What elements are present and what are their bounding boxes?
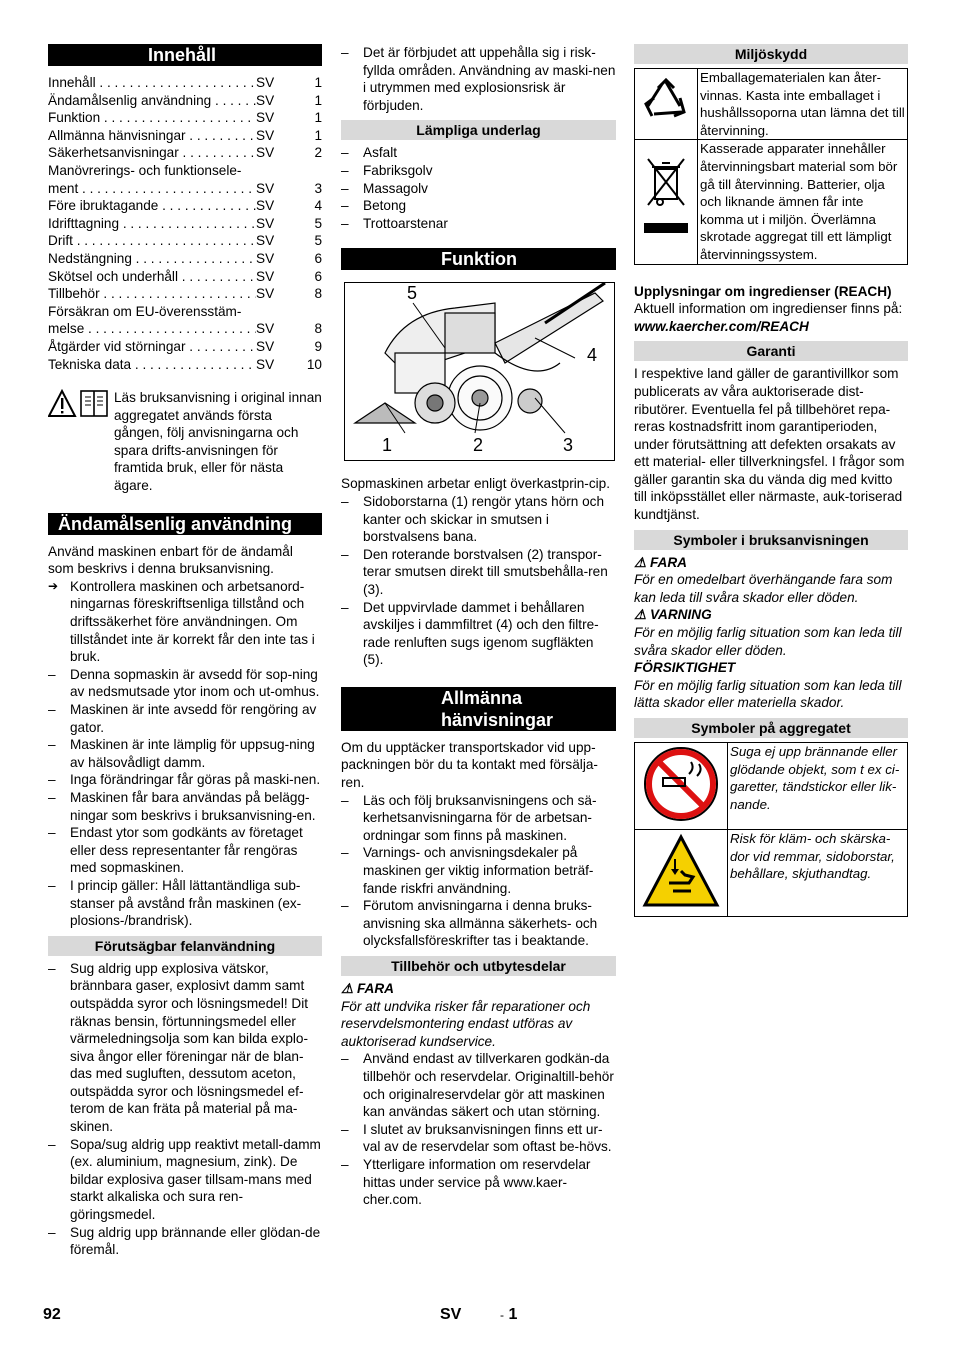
list-item: – Maskinen är inte lämplig för uppsug-ning av hälsovådligt damm. [48,736,322,771]
toc-row[interactable] [48,232,322,250]
toc-page: 1 [314,75,322,90]
list-item: – Massagolv [341,180,616,198]
list-item: – Sopa/sug aldrig upp reaktivt metall-damm (ex. aluminium, magnesium, zink). De bildar explosiva gaser tillsam-mans med starkt alkaliska och sura ren-göringsmedel. [48,1136,322,1224]
toc-row[interactable] [48,109,322,127]
intended-list [48,666,322,930]
accessories-danger-text: För att undvika risker får reparationer och reservdelsmontering endast utföras av auktoriserad kundservice. [341,998,591,1049]
figure-label-3: 3 [563,435,574,456]
toc-page: 8 [314,321,322,337]
list-item: – Fabriksgolv [341,162,616,180]
toc-title: Före ibruktagande . . . [48,197,256,215]
toc-row-line: Manövrerings- och funktionsele- [48,162,242,178]
general-intro: Om du upptäcker transportskador vid upp-packningen bör du ta kontakt med försälja-ren. [341,739,598,791]
intended-use-heading: Ändamålsenlig användning [48,513,322,535]
list-item: – Trottoarstenar [341,215,616,233]
list-item: – Inga förändringar får göras på maski-nen. [48,771,322,789]
list-item: – Läs och följ bruksanvisningens och sä-kerhetsanvisningarna för de arbetsan-ordningar som finns på maskinen. [341,792,616,845]
list-item: – Den roterande borstvalsen (2) transpor-terar smutsen direkt till smutsbehålla-ren (3). [341,546,616,599]
list-item: – Maskinen får bara användas på belägg-ningar som beskrivs i bruksanvisning-en. [48,789,322,824]
toc-title: Tekniska data . . . [48,356,256,374]
toc-heading: Innehåll [48,44,322,66]
symbol-varning-label: ⚠ VARNING [634,607,712,623]
toc-row[interactable] [48,197,322,215]
sweeper-figure [344,282,615,461]
unit-symbol-row-text: Risk för kläm- och skärska-dor vid remmar, sidoborstar, behållare, skjuthandtag. [728,830,908,917]
toc-lang: SV [256,110,275,126]
toc-row[interactable] [48,92,322,110]
toc-lang: SV [256,127,275,143]
toc-page: 6 [314,250,322,266]
unit-symbol-row-text: Suga ej upp brännande eller glödande objekt, som t ex ci-garetter, tändstickor eller lik-nande. [728,743,908,830]
toc-lang: SV [256,215,275,231]
toc-row[interactable] [48,338,322,356]
warranty-heading: Garanti [634,341,908,361]
figure-label-1: 1 [382,435,393,456]
toc-title: Nedstängning . . . [48,250,256,268]
toc-lang: SV [256,145,275,161]
list-item: – Använd endast av tillverkaren godkän-da tillbehör och reservdelar. Originaltill-behör och originalreservdelar gör att maskinen kan användas säkert och utan störning. [341,1050,616,1120]
surfaces-list [341,144,616,232]
toc-page: 5 [314,233,322,249]
accessories-list [341,1050,616,1208]
toc-lang: SV [256,268,275,284]
list-item: – Ytterligare information om reservdelar hittas under service på www.kaer-cher.com. [341,1156,616,1209]
toc-row-line: Försäkran om EU-överensstäm- [48,303,242,319]
list-item: – Betong [341,197,616,215]
toc-page: 4 [314,198,322,214]
environment-heading: Miljöskydd [634,44,908,64]
toc-title: Allmänna hänvisningar . . . [48,127,256,145]
list-item: – Sug aldrig upp explosiva vätskor, brännbara gaser, explosivt damm samt outspädda syror och lösningsmedel! Dit räknas bensin, förtunningsmedel eller värmeledningsolja som kan bilda explo-siva ångor eller föreningar när de blan-das med sugluften, dessutom aceton, outspädda syror och lösningsmedel ef-terom de kan fräta på material på ma-skinen. [48,960,322,1136]
toc-title: ment . . . [48,180,256,198]
symbol-forsiktighet-text: För en möjlig farlig situation som kan leda till lätta skador eller materiella skador. [634,677,902,711]
symbol-forsiktighet-label: FÖRSIKTIGHET [634,660,736,676]
toc-row[interactable] [48,356,322,374]
function-heading: Funktion [341,248,616,270]
list-item: – Förutom anvisningarna i denna bruks-anvisning ska allmänna säkerhets- och olycksfallsföreskrifter tas i beaktande. [341,897,616,950]
toc-lang: SV [256,198,275,214]
environment-table [634,68,908,265]
list-item: – Sidoborstarna (1) rengör ytans hörn och kanter och skickar in smutsen i borstvalsens bana. [341,493,616,546]
column-2 [341,44,616,1209]
toc-lang: SV [256,286,275,302]
warranty-text: I respektive land gäller de garantivillkor som publicerats av våra auktoriserade dist-ributörer. Eventuella fel på tillbehöret repa-reras kostnadsfritt inom garantiperioden, under förutsättning att defekten orsakats av ett material- eller tillverkningsfel. I frågor som gäller garantin ska du vända dig med kvitto till inköpsstället eller närmaste, auk-toriserad kundtjänst. [634,366,905,523]
section-number: - 1 [500,1306,518,1323]
table-of-contents [48,74,322,373]
toc-lang: SV [256,233,275,249]
toc-lang: SV [256,92,275,108]
accessories-heading: Tillbehör och utbytesdelar [341,956,616,976]
toc-title: Skötsel och underhåll . . . [48,268,256,286]
warning-book-icon [48,389,114,495]
figure-label-5: 5 [407,283,418,304]
toc-row[interactable] [48,74,322,92]
toc-title: Innehåll . . . [48,74,256,92]
misuse-heading: Förutsägbar felanvändning [48,936,322,956]
toc-title: Drift . . . [48,232,256,250]
manual-note [48,389,322,495]
toc-page: 1 [314,127,322,143]
toc-lang: SV [256,321,275,337]
reach-link[interactable]: www.kaercher.com/REACH [634,318,809,334]
toc-lang: SV [256,75,275,90]
toc-page: 1 [314,92,322,108]
toc-row[interactable] [48,285,322,303]
toc-row[interactable] [48,268,322,286]
symbol-fara-text: För en omedelbart överhängande fara som kan leda till svåra skador eller döden. [634,572,893,605]
toc-row[interactable] [48,180,322,198]
toc-page: 1 [314,110,322,126]
column-1 [48,44,322,1259]
list-item: – Maskinen är inte avsedd för rengöring av gator. [48,701,322,736]
environment-row [635,140,908,264]
toc-title: melse . . . [48,320,256,338]
toc-page: 8 [314,286,322,302]
toc-page: 3 [314,180,322,196]
toc-page: 10 [306,356,322,372]
toc-lang: SV [256,338,275,354]
toc-page: 9 [314,338,322,354]
toc-row[interactable] [48,215,322,233]
list-item: – Sug aldrig upp brännande eller glödan-de föremål. [48,1224,322,1259]
language-code: SV [440,1306,462,1323]
general-heading: Allmänna hänvisningar [341,687,616,731]
toc-page: 2 [314,145,322,161]
symbol-fara-label: ⚠ FARA [634,554,687,570]
toc-row[interactable] [48,320,322,338]
accessories-danger-label: ⚠ FARA [341,981,394,996]
sweeper-illustration [345,283,614,460]
figure-label-2: 2 [473,435,484,456]
list-item: – I slutet av bruksanvisningen finns ett ur-val av de reservdelar som oftast be-hövs. [341,1121,616,1156]
toc-lang: SV [256,356,275,372]
crossed-bin-icon [635,140,698,264]
unit-symbol-row [635,743,908,830]
warning-triangle-icon: ⚠ [634,607,650,623]
symbol-varning-text: För en möjlig farlig situation som kan leda till svåra skador eller döden. [634,625,902,658]
list-item: – Endast ytor som godkänts av företaget eller dess representanter får rengöras med sopmaskinen. [48,824,322,877]
list-item: – Denna sopmaskin är avsedd för sop-ning av nedsmutsade ytor inom och ut-omhus. [48,666,322,701]
page-number: 92 [43,1306,61,1323]
unit-symbols-heading: Symboler på aggregatet [634,718,908,738]
environment-row-text: Kasserade apparater innehåller återvinningsbart material som bör gå till återvinning. Batterier, olja och liknande ämnen får inte komma ut i miljön. Överlämna skrotade aggregat till ett lämpligt återvinningssystem. [698,140,908,264]
list-item: – Asfalt [341,144,616,162]
warning-triangle-icon: ⚠ [341,981,357,996]
misuse-list [48,960,322,1259]
reach-text: Aktuell information om ingredienser finns på: [634,301,903,317]
intended-arrow-item: ➔ Kontrollera maskinen och arbetsanord-ningarnas föreskriftsenliga tillstånd och driftssäkerhet före användningen. Om tillståndet inte är korrekt får den inte tas i bruk. [48,578,322,666]
toc-row[interactable] [48,127,322,145]
function-intro: Sopmaskinen arbetar enligt överkastprin-cip. [341,476,610,492]
toc-title: Funktion . . . [48,109,256,127]
reach-heading: Upplysningar om ingredienser (REACH) [634,283,892,299]
symbols-heading: Symboler i bruksanvisningen [634,530,908,550]
environment-row-text: Emballagematerialen kan åter-vinnas. Kasta inte emballaget i hushållssoporna utan lämna det till återvinning. [698,69,908,140]
manual-note-text: Läs bruksanvisning i original innan aggregatet används första gången, följ anvisningarna och spara drifts-anvisningen för framtida bruk, eller för nästa ägare. [114,390,322,494]
toc-page: 5 [314,215,322,231]
toc-title: Tillbehör . . . [48,285,256,303]
misuse-cont: – Det är förbjudet att uppehålla sig i risk-fyllda områden. Användning av maski-nen i utrymmen med explosionsrisk är förbjuden. [341,44,616,114]
recycle-icon [635,69,698,140]
toc-lang: SV [256,250,275,266]
toc-lang: SV [256,180,275,196]
toc-title: Åtgärder vid störningar . . . [48,338,256,356]
column-3 [634,44,908,917]
toc-page: 6 [314,268,322,284]
crush-hazard-icon [635,830,728,917]
intended-intro: Använd maskinen enbart för de ändamål som beskrivs i denna bruksanvisning. [48,543,293,577]
warning-triangle-icon: ⚠ [634,554,650,570]
unit-symbol-row [635,830,908,917]
general-list [341,792,616,950]
list-item: – Varnings- och anvisningsdekaler på maskinen ger viktig information beträf-fande riskfri användning. [341,844,616,897]
toc-row[interactable] [48,144,322,162]
surfaces-heading: Lämpliga underlag [341,120,616,140]
toc-title: Ändamålsenlig användning . . . [48,92,256,110]
unit-symbols-table [634,742,908,917]
toc-title: Idrifttagning . . . [48,215,256,233]
figure-label-4: 4 [587,345,598,366]
toc-title: Säkerhetsanvisningar . . . [48,144,256,162]
environment-row [635,69,908,140]
list-item: – Det uppvirvlade dammet i behållaren avskiljes i dammfiltret (4) och den filtre-rade renluften sugs igenom sugfläkten (5). [341,599,616,669]
function-list [341,493,616,669]
no-burning-objects-icon [635,743,728,830]
list-item: – I princip gäller: Håll lättantändliga sub-stanser på avstånd från maskinen (ex-plosions-/brandrisk). [48,877,322,930]
toc-row[interactable] [48,250,322,268]
